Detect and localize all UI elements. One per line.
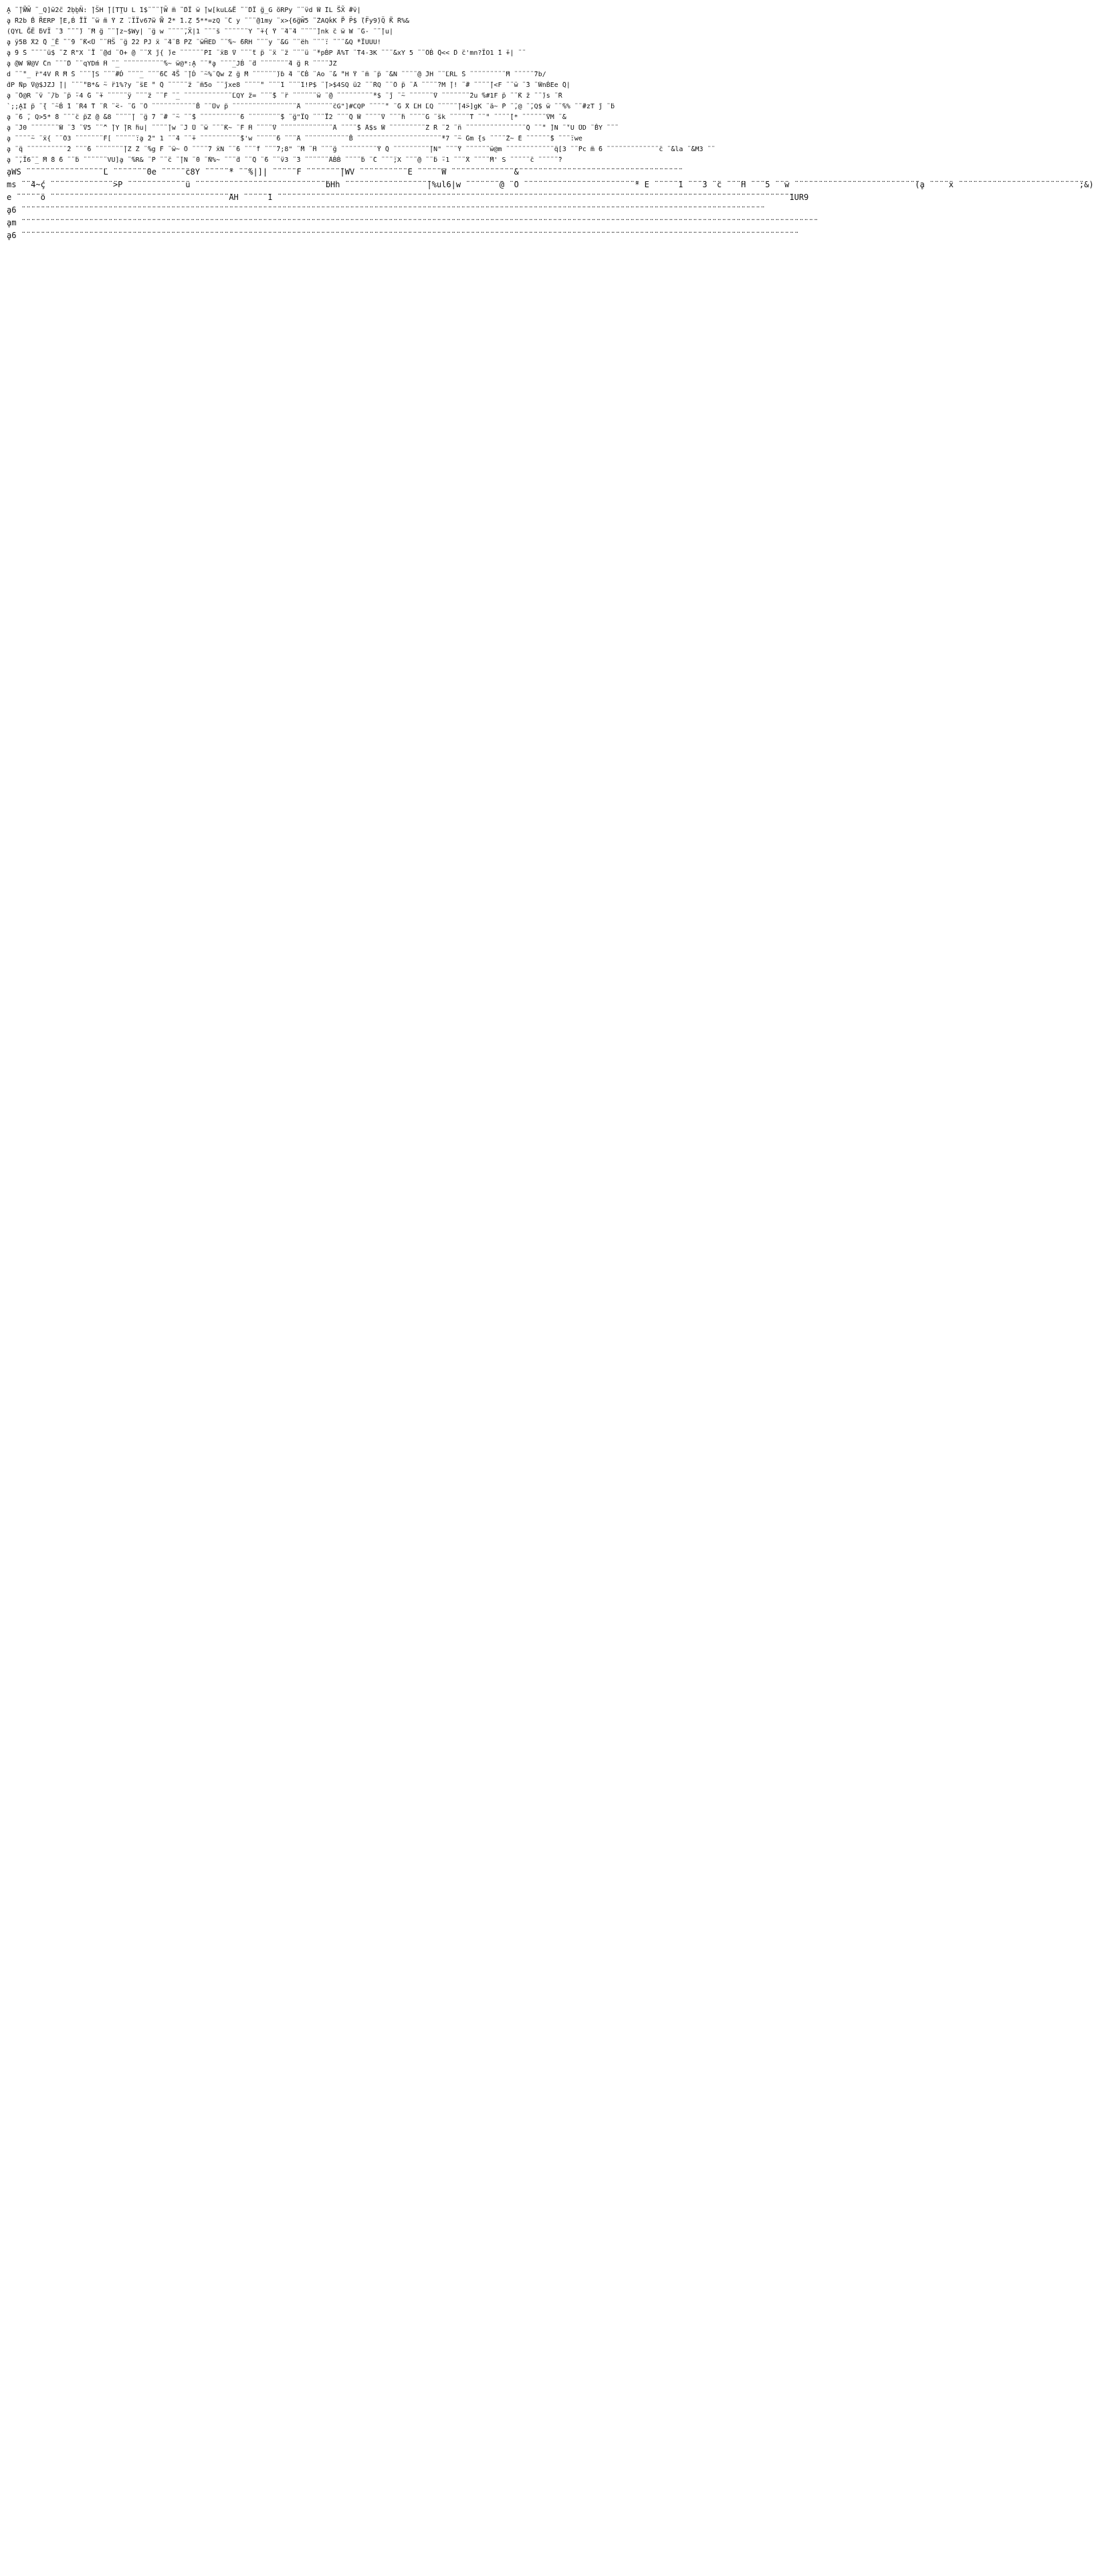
- text-line: ḁ ̈ ̈O@R ̈ ̈v ̈ ̈/b ̈ ̈p ̈-4 ̈G ̈ ̈+ ̈ ̈ ̈ ̈ ̈ ̈y ̈ ̈ ̈ ̈z ̈ ̈ ̈F ̈ ̈_ ̈ ̈ ̈ ̈ ̈ ̈ ̈ ̈ ̈ ̈ ̈ ̈ ̈LQY ̈z= ̈ ̈ ̈ ̈$ ̈ ̈r ̈ ̈ ̈ ̈ ̈ ̈ ̈w ̈ ̈@ ̈ ̈ ̈ ̈ ̈ ̈ ̈ ̈ ̈ ̈*$ ̈ ̈j ̈ ̈~ ̈ ̈ ̈ ̈ ̈ ̈ ̈V ̈ ̈ ̈ ̈ ̈ ̈ ̈ ̈2u ̈%#1F ̈p ̈ ̈ ̈K ̈z ̈ ̈ ̈)s ̈ ̈R: [7, 92, 562, 100]
- text-line: ḁ ̈ ̈6 ̈, Q>5* ̈8 ̈ ̈ ̈ ̈c ̈pZ ̈@ ̈&8 ̈ ̈ ̈ ̈ ̈| ̈ ̈g ̈7 ̈ ̈# ̈ ̈~ ̈ ̈ ̈$ ̈ ̈ ̈ ̈ ̈ ̈ ̈ ̈ ̈ ̈ ̈6 ̈ ̈ ̈ ̈ ̈ ̈ ̈ ̈ ̈$ ̈ ̈g"ÏQ ̈ ̈ ̈ ̈Ï2 ̈ ̈ ̈ ̈Q ̈W ̈ ̈ ̈ ̈ ̈V ̈ ̈ ̈ ̈h ̈ ̈ ̈ ̈ ̈G ̈ ̈sk ̈ ̈ ̈ ̈ ̈ ̈T ̈ ̈ ̈" ̈ ̈ ̈ ̈ ̈[* ̈ ̈ ̈ ̈ ̈ ̈ ̈VM ̈ ̈&: [7, 114, 566, 121]
- text-line: ḁ ̈̈R2b ̈Ḃ ̈R̈ERP ̈̈|E,Ḃ ̈ÏÏ ̈̈ ̈w ̈̈m ̈Y Z ̈.ÏÏv67̈̈w ̈W̃ ̈2* ̈1.Ẓ ̈5**=zQ ̈ ̈C y ̈ ̈ ̈ ̈@1my ̈ x>{6̈̈gW̃5 ̈̈ ̈ZAQḱK ̈P̈ P̈$ ̈̈̈(F̈y9̈)Q̈ ̈K̈ ̈̈R%&: [7, 17, 410, 25]
- text-line: ḁ ̈y5B ̈̈X2 ̈̈Q ̈_Ê ̈̈ ̈ ̈9 ̈̈ ̈̈K<̈̈U ̈̈ ̈ ̈HS̈ ̈ ̈g ̈22 ̈PJ ̈x ̈ ̈4̈ ̈B ̈PZ ̈ ̈wḦED ̈ ̈ ̈%~ ̈6̈RH ̈ ̈ ̈ y ̈ ̈&G ̈ ̈ ̈eh ̈ ̈ ̈ ̈: ̈̈ ̈ ̈ ̈&Q ̈*ÏUUU!: [7, 39, 381, 46]
- text-line: ḋP ̈Np ̈V@$JZJ ̈|| ̈ ̈ ̈ ̈"B*& ̈~ ̈r1%?y ̈ ̈sE ̈" ̈Q ̈ ̈ ̈ ̈ ̈ ̈z ̈ ̈m5o ̈ ̈ ̈jxe8 ̈ ̈ ̈ ̈ ̈" ̈ ̈ ̈ ̈1 ̈ ̈ ̈ ̈1!P$ ̈ ̈|>$4SQ ̈u2 ̈ ̈ ̈RQ ̈ ̈ ̈O ̈p ̈ ̈A ̈ ̈ ̈ ̈ ̈?M ̈|! ̈ ̈# ̈ ̈ ̈ ̈ ̈|<F ̈ ̈ ̈w ̈ ̈3 ̈ ̈WnḂEe ̈Q|: [7, 82, 570, 89]
- text-line: ḁ ̈ ̈J0 ̈ ̈ ̈ ̈ ̈ ̈ ̈ ̈W ̈ ̈3 ̈ ̈V5 ̈ ̈ ̈^ ̈|Y ̈|R ̈hu| ̈ ̈ ̈ ̈ ̈|w ̈ ̈J ̈U ̈ ̈w ̈ ̈ ̈ ̈K~ ̈ ̈F ̈H ̈ ̈ ̈ ̈ ̈V ̈ ̈ ̈ ̈ ̈ ̈ ̈ ̈ ̈ ̈ ̈ ̈ ̈ ̈A ̈ ̈ ̈ ̈ ̈$ ̈A$s ̈W ̈ ̈ ̈ ̈ ̈ ̈ ̈ ̈ ̈ ̈Z ̈R ̈ ̈2 ̈ ̈n ̈ ̈ ̈ ̈ ̈ ̈ ̈ ̈ ̈ ̈ ̈ ̈ ̈ ̈ ̈ ̈Q ̈ ̈ ̈" ̈]N ̈ ̈'U ̈UD ̈ ̈ḂY ̈ ̈ ̈: [7, 124, 615, 132]
- text-line: d ̈ ̈ ̈"_ ̈r"4V ̈R ̈M ̈S ̈ ̈ ̈ ̈|S ̈ ̈ ̈ ̈#Ḋ ̈ ̈ ̈ ̈_ ̈ ̈ ̈ ̈6̈C ̈4̈S̈ ̈ ̈|Ḋ ̈ ̈~%̈ ̈Qw Z ̈g ̈M ̈ ̈ ̈ ̈ ̈ ̈ ̈)ḃ ̈4 ̈ ̈CḂ ̈ Ao ̈ ̈& ̈"H ̈Y ̈ ̈m ̈ ̈p ̈ ̈&N ̈ ̈ ̈ ̈ ̈@ ̈JH ̈ ̈ ̈LRL ̈S ̈ ̈ ̈ ̈ ̈ ̈ ̈ ̈ ̈ ̈M ̈ ̈ ̈ ̈ ̈ ̈7b/: [7, 71, 546, 78]
- raw-text-block: [7, 5, 1094, 242]
- text-line: ḁ ̈ ̈q ̈ ̈ ̈ ̈ ̈ ̈ ̈ ̈ ̈ ̈ ̈2 ̈ ̈ ̈ ̈6 ̈ ̈ ̈ ̈ ̈ ̈ ̈ ̈|Z ̈Z ̈ ̈%g ̈F ̈ ̈w~ ̈O ̈ ̈ ̈ ̈ ̈7 ̈xN ̈ ̈ ̈6 ̈ ̈ ̈ ̈f ̈ ̈ ̈ ̈7;8" ̈ ̈M ̈ ̈H ̈ ̈ ̈ ̈g ̈ ̈ ̈ ̈ ̈ ̈ ̈ ̈ ̈ ̈Y ̈Q ̈ ̈ ̈ ̈ ̈ ̈ ̈ ̈ ̈ ̈|N" ̈ ̈ ̈ ̈Y ̈ ̈ ̈ ̈ ̈ ̈ ̈w@m ̈ ̈ ̈ ̈ ̈ ̈ ̈ ̈ ̈ ̈ ̈ ̈ ̈q[3 ̈ ̈ ̈Pc ̈m ̈6 ̈ ̈ ̈ ̈ ̈ ̈ ̈ ̈ ̈ ̈ ̈ ̈ ̈ ̈c ̈ ̈&la ̈ ̈&M3 ̈ ̈: [7, 146, 712, 153]
- text-line: ḁ ̈ ̈ ̈ ̈ ̈~ ̈ ̈x{ ̈ ̈ ̈O3 ̈ ̈ ̈ ̈ ̈ ̈ ̈ ̈F[ ̈ ̈ ̈ ̈ ̈ ̈:ḁ ̈2" 1 ̈ ̈ ̈4 ̈ ̈ ̈+ ̈ ̈ ̈ ̈ ̈ ̈ ̈ ̈ ̈ ̈ ̈$'w ̈ ̈ ̈ ̈ ̈ ̈6 ̈ ̈ ̈ ̈A ̈ ̈ ̈ ̈ ̈ ̈ ̈ ̈ ̈ ̈ ̈ ̈Ḃ ̈ ̈ ̈ ̈ ̈ ̈ ̈ ̈ ̈ ̈ ̈ ̈ ̈ ̈ ̈ ̈ ̈ ̈ ̈ ̈ ̈ ̈*7 ̈ ̈~ ̈Gm ̈{s ̈ ̈ ̈ ̈ ̈Z~ ̈E ̈ ̈ ̈ ̈ ̈ ̈ ̈$ ̈ ̈ ̈ ̈:we: [7, 135, 582, 142]
- text-line: ḁ ̈̈9 ̈̈S ̈̈ ̈ ̈ ̈ ̈u$ ̈̈ ̈Z ̈R"X ̈ ̈Ï ̈ ̈@d ̈ ̈O+ ̈@ ̈ ̈ ̈X ̈j{ ̈)e ̈ ̈ ̈ ̈ ̈ ̈ ̈PI ̈ ̈xB ̈V ̈ ̈ ̈ ̈t ̈p ̈ ̈x ̈ ̈z ̈ ̈ ̈ ̈u ̈ ̈*pḂP ̈A%T ̈ ̈T4-3K ̈ ̈ ̈ ̈&xY 5 ̈ ̈ ̈OḂ ̈Q<< ̈D ̈c'mn?ÏO1 ̈1 ̈+| ̈ ̈: [7, 49, 522, 57]
- text-line: ḁm ̈ ̈ ̈ ̈ ̈ ̈ ̈ ̈ ̈ ̈ ̈ ̈ ̈ ̈ ̈ ̈ ̈ ̈ ̈ ̈ ̈ ̈ ̈ ̈ ̈ ̈ ̈ ̈ ̈ ̈ ̈ ̈ ̈ ̈ ̈ ̈ ̈ ̈ ̈ ̈ ̈ ̈ ̈ ̈ ̈ ̈ ̈ ̈ ̈ ̈ ̈ ̈ ̈ ̈ ̈ ̈ ̈ ̈ ̈ ̈ ̈ ̈ ̈ ̈ ̈ ̈ ̈ ̈ ̈ ̈ ̈ ̈ ̈ ̈ ̈ ̈ ̈ ̈ ̈ ̈ ̈ ̈ ̈ ̈ ̈ ̈ ̈ ̈ ̈ ̈ ̈ ̈ ̈ ̈ ̈ ̈ ̈ ̈ ̈ ̈ ̈ ̈ ̈ ̈ ̈ ̈ ̈ ̈ ̈ ̈ ̈ ̈ ̈ ̈ ̈ ̈ ̈ ̈ ̈ ̈ ̈ ̈ ̈ ̈ ̈ ̈ ̈ ̈ ̈ ̈ ̈ ̈ ̈ ̈ ̈ ̈ ̈ ̈ ̈ ̈ ̈ ̈ ̈ ̈ ̈ ̈ ̈ ̈ ̈ ̈ ̈ ̈ ̈ ̈ ̈ ̈ ̈ ̈ ̈ ̈ ̈ ̈ ̈ ̈ ̈: [7, 218, 814, 227]
- text-line: (QYL ̈̈G̈Ë ̈ḃVÏ ̈ ̈3 ̈̈ ̈̈ ̈̈ ̈̈) ̈ ̈̈M ̈g ̈̈ ̈ ̈|z~$Wy| ̈ ̈g w ̈ ̈ ̈ ̈ ̈,Ẍ|1 ̈ ̈ ̈ ̈s ̈ ̈ ̈ ̈ ̈ ̈ Y ̈̈ ̈+{ ̈Y ̈ ̈4̈̈ ̈4 ̈ ̈ ̈ ̈ ̈]nk ̈c ̈w W ̈ ̈G- ̈ ̈̈ ̈|u|: [7, 28, 393, 35]
- text-line: ḁ6 ̈ ̈ ̈ ̈ ̈ ̈ ̈ ̈ ̈ ̈ ̈ ̈ ̈ ̈ ̈ ̈ ̈ ̈ ̈ ̈ ̈ ̈ ̈ ̈ ̈ ̈ ̈ ̈ ̈ ̈ ̈ ̈ ̈ ̈ ̈ ̈ ̈ ̈ ̈ ̈ ̈ ̈ ̈ ̈ ̈ ̈ ̈ ̈ ̈ ̈ ̈ ̈ ̈ ̈ ̈ ̈ ̈ ̈ ̈ ̈ ̈ ̈ ̈ ̈ ̈ ̈ ̈ ̈ ̈ ̈ ̈ ̈ ̈ ̈ ̈ ̈ ̈ ̈ ̈ ̈ ̈ ̈ ̈ ̈ ̈ ̈ ̈ ̈ ̈ ̈ ̈ ̈ ̈ ̈ ̈ ̈ ̈ ̈ ̈ ̈ ̈ ̈ ̈ ̈ ̈ ̈ ̈ ̈ ̈ ̈ ̈ ̈ ̈ ̈ ̈ ̈ ̈ ̈ ̈ ̈ ̈ ̈ ̈ ̈ ̈ ̈ ̈ ̈ ̈ ̈ ̈ ̈ ̈ ̈ ̈ ̈ ̈ ̈ ̈ ̈ ̈ ̈ ̈ ̈ ̈ ̈ ̈ ̈ ̈ ̈ ̈ ̈ ̈ ̈: [7, 205, 761, 215]
- text-line: `;;ḀI ̈p ̈ ̈{ ̈ ̈~Ḃ ̈1 ̈ ̈R4 ̈T ̈ ̈R ̈ ̈<- ̈ ̈G ̈ ̈O ̈ ̈ ̈ ̈ ̈ ̈ ̈ ̈ ̈ ̈ ̈ ̈Ḃ ̈ ̈ ̈Uv ̈p ̈ ̈ ̈ ̈ ̈ ̈ ̈ ̈ ̈ ̈ ̈ ̈ ̈ ̈ ̈ ̈ ̈A ̈ ̈ ̈ ̈ ̈ ̈ ̈ ̈cG"]#CQP ̈ ̈ ̈ ̈ ̈" ̈ ̈G ̈X ̈LH ̈LQ ̈ ̈ ̈ ̈ ̈ ̈|4̈>]gK ̈ ̈a~ ̈P ̈ ̈,@ ̈ ̈,Q$ ̈w ̈ ̈ ̈%% ̈ ̈ ̈#zT ̈j ̈ ̈b: [7, 103, 615, 110]
- text-line: ms ̈ ̈ ̈4~ḉ ̈ ̈ ̈ ̈ ̈ ̈ ̈ ̈ ̈ ̈ ̈ ̈ ̈ ̈>P ̈ ̈ ̈ ̈ ̈ ̈ ̈ ̈ ̈ ̈ ̈ ̈ ̈u ̈ ̈ ̈ ̈ ̈ ̈ ̈ ̈ ̈ ̈ ̈ ̈ ̈ ̈ ̈ ̈ ̈ ̈ ̈ ̈ ̈ ̈ ̈ ̈ ̈ ̈ ̈ ̈bHh ̈ ̈ ̈ ̈ ̈ ̈ ̈ ̈ ̈ ̈ ̈ ̈ ̈ ̈ ̈ ̈ ̈ ̈|%ul6|w ̈ ̈ ̈ ̈ ̈ ̈ ̈ ̈@ ̈ ̈O ̈ ̈ ̈ ̈ ̈ ̈ ̈ ̈ ̈ ̈ ̈ ̈ ̈ ̈ ̈ ̈ ̈ ̈ ̈ ̈ ̈ ̈ ̈ ̈* E ̈ ̈ ̈ ̈ ̈ ̈1 ̈ ̈ ̈ ̈3 ̈ ̈c ̈ ̈ ̈ ̈H ̈ ̈ ̈ ̈5 ̈ ̈ ̈w ̈ ̈ ̈ ̈ ̈ ̈ ̈ ̈ ̈ ̈ ̈ ̈ ̈ ̈ ̈ ̈ ̈ ̈ ̈ ̈ ̈ ̈ ̈ ̈ ̈ ̈(ḁ ̈ ̈ ̈ ̈ ̈x ̈ ̈ ̈ ̈ ̈ ̈ ̈ ̈ ̈ ̈ ̈ ̈ ̈ ̈ ̈ ̈ ̈ ̈ ̈ ̈ ̈ ̈ ̈ ̈ ̈ ̈;&): [7, 180, 1094, 189]
- text-line: e ̈ ̈ ̈ ̈ ̈ ̈o ̈ ̈ ̈ ̈ ̈ ̈ ̈ ̈ ̈ ̈ ̈ ̈ ̈ ̈ ̈ ̈ ̈ ̈ ̈ ̈ ̈ ̈ ̈ ̈ ̈ ̈ ̈ ̈ ̈ ̈ ̈ ̈ ̈ ̈ ̈ ̈ ̈ ̈AH ̈ ̈ ̈ ̈ ̈ ̈1 ̈ ̈ ̈ ̈ ̈ ̈ ̈ ̈ ̈ ̈ ̈ ̈ ̈ ̈ ̈ ̈ ̈ ̈ ̈ ̈ ̈ ̈ ̈ ̈ ̈ ̈ ̈ ̈ ̈ ̈ ̈ ̈ ̈ ̈ ̈ ̈ ̈ ̈ ̈ ̈ ̈ ̈ ̈ ̈ ̈ ̈ ̈ ̈ ̈ ̈ ̈ ̈ ̈ ̈ ̈ ̈ ̈ ̈ ̈ ̈ ̈ ̈ ̈ ̈ ̈ ̈ ̈ ̈ ̈ ̈ ̈ ̈ ̈ ̈ ̈ ̈ ̈ ̈ ̈ ̈ ̈ ̈ ̈ ̈ ̈ ̈ ̈ ̈ ̈ ̈ ̈ ̈ ̈ ̈ ̈ ̈ ̈ ̈ ̈ ̈ ̈ ̈ ̈ ̈ ̈ ̈ ̈1UR9: [7, 193, 809, 202]
- text-line: ḁWS ̈ ̈ ̈ ̈ ̈ ̈ ̈ ̈ ̈ ̈ ̈ ̈ ̈ ̈ ̈ ̈ ̈L ̈ ̈ ̈ ̈ ̈ ̈ ̈ ̈0e ̈ ̈ ̈ ̈ ̈ ̈c8Y ̈ ̈ ̈ ̈ ̈ ̈* ̈ ̈ ̈%|]| ̈ ̈ ̈ ̈ ̈ ̈F ̈ ̈ ̈ ̈ ̈ ̈ ̈ ̈|WV ̈ ̈ ̈ ̈ ̈ ̈ ̈ ̈ ̈ ̈ ̈E ̈ ̈ ̈ ̈ ̈ ̈W ̈ ̈ ̈ ̈ ̈ ̈ ̈ ̈ ̈ ̈ ̈ ̈ ̈ ̈&̈ ̈ ̈ ̈ ̈ ̈ ̈ ̈ ̈ ̈ ̈ ̈ ̈ ̈ ̈ ̈ ̈ ̈ ̈ ̈ ̈ ̈ ̈ ̈ ̈ ̈ ̈ ̈ ̈ ̈ ̈ ̈ ̈ ̈: [7, 167, 679, 177]
- text-line: ḁ ̈@W ̈W@V ̈Cn ̈ ̈ ̈ ̈D ̈ ̈ qYDḿ ̈H ̈ ̈_ ̈ ̈ ̈ ̈ ̈ ̈ ̈ ̈ ̈ ̈ ̈%~ ̈w@*:Ḁ ̈ ̈ ̈*ḁ ̈ ̈ ̈ ̈_JḂ ̈ ̈d ̈ ̈ ̈ ̈ ̈ ̈ ̈ ̈4 ̈g R ̈ ̈ ̈ ̈ ̈JZ: [7, 60, 337, 68]
- text-line: ḁ6 ̈ ̈ ̈ ̈ ̈ ̈ ̈ ̈ ̈ ̈ ̈ ̈ ̈ ̈ ̈ ̈ ̈ ̈ ̈ ̈ ̈ ̈ ̈ ̈ ̈ ̈ ̈ ̈ ̈ ̈ ̈ ̈ ̈ ̈ ̈ ̈ ̈ ̈ ̈ ̈ ̈ ̈ ̈ ̈ ̈ ̈ ̈ ̈ ̈ ̈ ̈ ̈ ̈ ̈ ̈ ̈ ̈ ̈ ̈ ̈ ̈ ̈ ̈ ̈ ̈ ̈ ̈ ̈ ̈ ̈ ̈ ̈ ̈ ̈ ̈ ̈ ̈ ̈ ̈ ̈ ̈ ̈ ̈ ̈ ̈ ̈ ̈ ̈ ̈ ̈ ̈ ̈ ̈ ̈ ̈ ̈ ̈ ̈ ̈ ̈ ̈ ̈ ̈ ̈ ̈ ̈ ̈ ̈ ̈ ̈ ̈ ̈ ̈ ̈ ̈ ̈ ̈ ̈ ̈ ̈ ̈ ̈ ̈ ̈ ̈ ̈ ̈ ̈ ̈ ̈ ̈ ̈ ̈ ̈ ̈ ̈ ̈ ̈ ̈ ̈ ̈ ̈ ̈ ̈ ̈ ̈ ̈ ̈ ̈ ̈ ̈ ̈ ̈ ̈ ̈ ̈ ̈ ̈ ̈ ̈ ̈: [7, 231, 794, 240]
- text-line: Ḁ ̈̈ ̈|̈W̃W̃ ̈̈ _Q]w̃2c̈̈ ̈2ḅḇN̈: ̈|S̈H ̈|[TṰU L ̈1$̈ ̈̈ ̈ ̈|W̃ ̈m ̈̈̈̈ ̈̈DÏ ̈w ̈|w[kuL&Ë ̈̈ ̈ ̈DÏ ̈g_G ̈̈oRPy ̈ ̈ ̈vd ̈W ̈IL ̈S̈X̃ ̈#v̈|: [7, 7, 361, 14]
- text-line: ḁ ̈ ̈,Ï6̈ ̈_ ̈M ̈8 ̈6 ̈ ̈ ̈b ̈ ̈ ̈ ̈ ̈ ̈ VU]ḁ ̈ ̈%R& ̈ ̈P ̈ ̈ ̈c ̈ ̈|N ̈ ̈0 ̈ ̈N%~ ̈ ̈ ̈ ̈d ̈ ̈ ̈Q ̈ ̈6 ̈ ̈ ̈v3 ̈ ̈3 ̈ ̈ ̈ ̈ ̈ ̈ ̈AḂḂ ̈ ̈ ̈ ̈ ̈b ̈ ̈C ̈ ̈ ̈ ̈;X ̈ ̈ ̈ ̈@ ̈ ̈ ̈b ̈-1 ̈ ̈ ̈ ̈X ̈ ̈ ̈ ̈ ̈M' S ̈ ̈ ̈ ̈ ̈ ̈c ̈ ̈ ̈ ̈ ̈ ̈?: [7, 156, 562, 164]
